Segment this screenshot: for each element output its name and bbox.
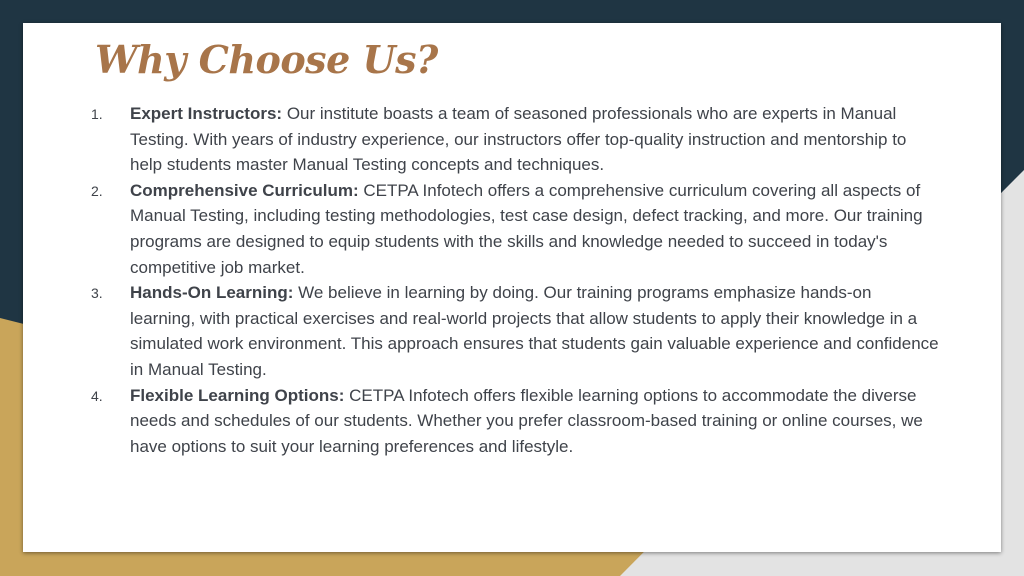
list-item [23,178,1001,280]
item-heading: Expert Instructors: [130,104,283,123]
item-heading: Hands-On Learning: [130,283,294,303]
item-number: 4. [91,387,103,404]
item-text: CETPA Infotech offers a comprehensive curriculum covering all aspects of Manual Testing, including testing methodologies, test case design, defect tracking, and more. Our training programs are designed to equip students with the skills and knowledge needed to succeed in today's competitive job market. [130,180,923,277]
item-text: We believe in learning by doing. Our training programs emphasize hands-on learning, with practical exercises and real-world projects that allow students to apply their knowledge in a simulated work environment. This approach ensures that students gain valuable experience and confidence in Manual Testing. [130,283,939,379]
list-item [23,280,1001,382]
item-text: Our institute boasts a team of seasoned professionals who are experts in Manual Testing. With years of industry experience, our instructors offer top-quality instruction and mentorship to help students master Manual Testing concepts and techniques. [130,104,907,175]
reasons-list [23,101,1001,459]
item-number: 1. [91,106,103,122]
item-heading: Flexible Learning Options: [130,385,345,405]
content-card [23,23,1001,552]
item-text: CETPA Infotech offers flexible learning options to accommodate the diverse needs and schedules of our students. Whether you prefer classroom-based training or online courses, we have options to suit your learning preferences and lifestyle. [130,385,923,456]
slide-title: Why Choose Us? [95,37,438,82]
list-item [23,383,1001,460]
item-heading: Comprehensive Curriculum: [130,180,359,200]
list-item [23,101,1001,178]
item-number: 2. [91,182,103,199]
item-number: 3. [91,285,103,302]
